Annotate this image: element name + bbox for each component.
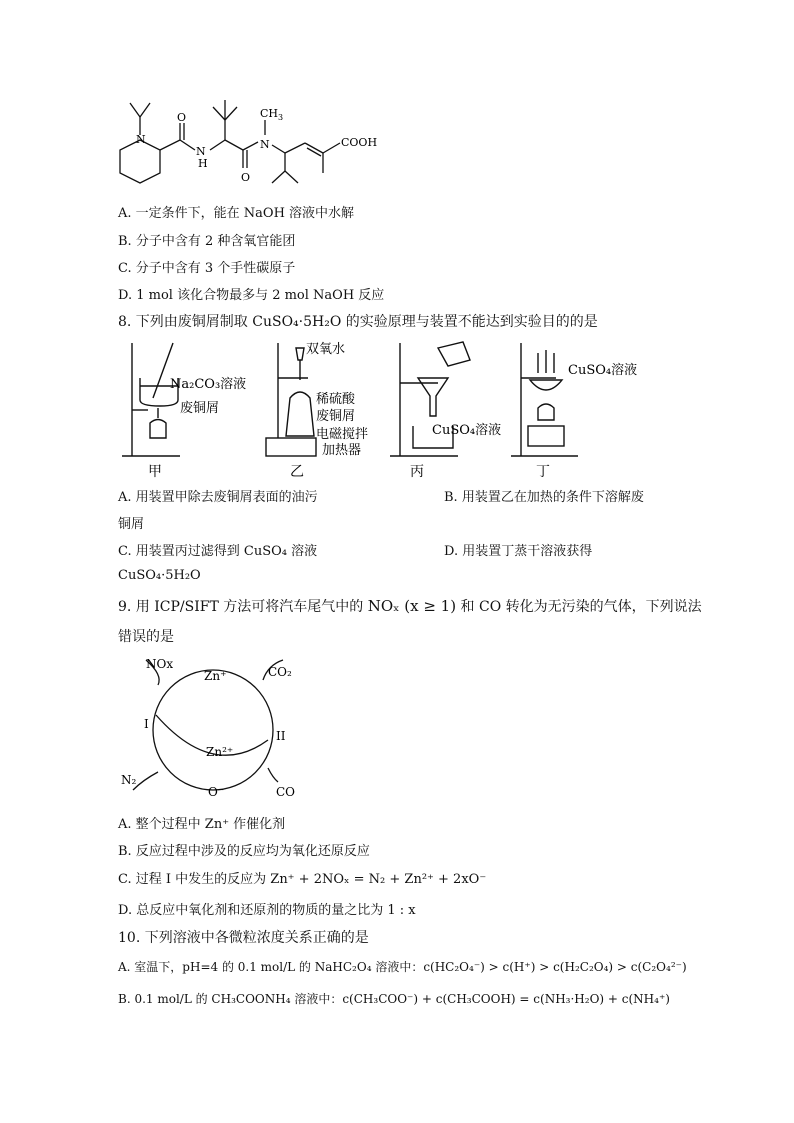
zn2-plus-label: Zn²⁺ xyxy=(206,745,234,759)
q9-option-a: A. 整个过程中 Zn⁺ 作催化剂 xyxy=(118,817,286,832)
ding-solution-label: CuSO₄溶液 xyxy=(568,363,638,378)
q7-option-c: C. 分子中含有 3 个手性碳原子 xyxy=(118,261,296,276)
q10-option-b: B. 0.1 mol/L 的 CH₃COONH₄ 溶液中：c(CH₃COO⁻) + c(CH₃COOH) = c(NH₃·H₂O) + c(NH₄⁺) xyxy=(118,992,670,1006)
n2-label: N₂ xyxy=(121,773,137,787)
yi-solid-label: 废铜屑 xyxy=(316,409,356,424)
bing-name: 丙 xyxy=(410,464,424,480)
cooh-label: COOH xyxy=(341,136,378,149)
yi-name: 乙 xyxy=(290,464,304,480)
o-atom-label: O xyxy=(241,171,251,184)
q8-option-b: B. 用装置乙在加热的条件下溶解废 xyxy=(444,490,644,505)
zn-plus-label: Zn⁺ xyxy=(204,669,227,683)
q10-option-a: A. 室温下，pH=4 的 0.1 mol/L 的 NaHC₂O₄ 溶液中：c(HC₂O₄⁻) > c(H⁺) > c(H₂C₂O₄) > c(C₂O₄²⁻) xyxy=(118,960,687,974)
q9-stem-formula: NOₓ (x ≥ 1) xyxy=(367,597,457,615)
molecule-structure xyxy=(110,95,390,195)
q9-stem-part: 和 CO 转化为无污染的气体，下列说法 xyxy=(456,599,702,615)
q8-option-b-cont: 铜屑 xyxy=(118,517,145,532)
q10-stem: 10. 下列溶液中各微粒浓度关系正确的是 xyxy=(118,930,369,946)
q7-option-d: D. 1 mol 该化合物最多与 2 mol NaOH 反应 xyxy=(118,288,385,303)
jia-solid-label: 废铜屑 xyxy=(180,401,220,416)
yi-acid-label: 稀硫酸 xyxy=(316,392,356,407)
n-atom-label: N xyxy=(196,145,206,158)
q9-stem-line2: 错误的是 xyxy=(118,629,174,645)
bing-solution-label: CuSO₄溶液 xyxy=(432,423,502,438)
q8-option-d-cont: CuSO₄·5H₂O xyxy=(118,568,201,583)
step-ii-label: II xyxy=(276,729,286,743)
n-atom-label: N xyxy=(260,138,270,151)
q8-option-d: D. 用装置丁蒸干溶液获得 xyxy=(444,544,593,559)
q8-option-c: C. 用装置丙过滤得到 CuSO₄ 溶液 xyxy=(118,544,318,559)
q9-option-c: C. 过程 I 中发生的反应为 Zn⁺ + 2NOₓ = N₂ + Zn²⁺ + 2xO⁻ xyxy=(118,872,487,887)
q9-cycle-diagram xyxy=(118,650,318,800)
q7-option-a: A. 一定条件下，能在 NaOH 溶液中水解 xyxy=(118,206,355,221)
nox-label: NOx xyxy=(146,657,174,671)
q9-option-d: D. 总反应中氧化剂和还原剂的物质的量之比为 1 : x xyxy=(118,903,416,918)
jia-reagent-label: Na₂CO₃溶液 xyxy=(170,377,247,392)
jia-name: 甲 xyxy=(148,464,162,480)
q8-stem: 8. 下列由废铜屑制取 CuSO₄·5H₂O 的实验原理与装置不能达到实验目的的是 xyxy=(118,314,598,330)
n-atom-label: N xyxy=(136,133,146,146)
co2-label: CO₂ xyxy=(268,665,292,679)
methyl-label: $CH_3$ xyxy=(260,107,284,122)
ding-name: 丁 xyxy=(536,464,550,480)
step-i-label: I xyxy=(144,717,149,731)
o-atom-label: O xyxy=(177,111,187,124)
q9-stem-part: 9. 用 ICP/SIFT 方法可将汽车尾气中的 xyxy=(118,599,368,615)
h-atom-label: H xyxy=(198,157,208,170)
q9-option-b: B. 反应过程中涉及的反应均为氧化还原反应 xyxy=(118,844,370,859)
yi-top-label: 双氧水 xyxy=(306,342,346,357)
yi-device-label: 加热器 xyxy=(322,443,362,458)
q9-stem xyxy=(118,596,702,616)
q7-option-b: B. 分子中含有 2 种含氧官能团 xyxy=(118,234,296,249)
co-label: CO xyxy=(276,785,296,799)
q8-option-a: A. 用装置甲除去废铜屑表面的油污 xyxy=(118,490,318,505)
o-minus-label: O⁻ xyxy=(208,785,225,799)
yi-device-label: 电磁搅拌 xyxy=(316,427,369,442)
q8-apparatus-figure xyxy=(118,338,638,483)
